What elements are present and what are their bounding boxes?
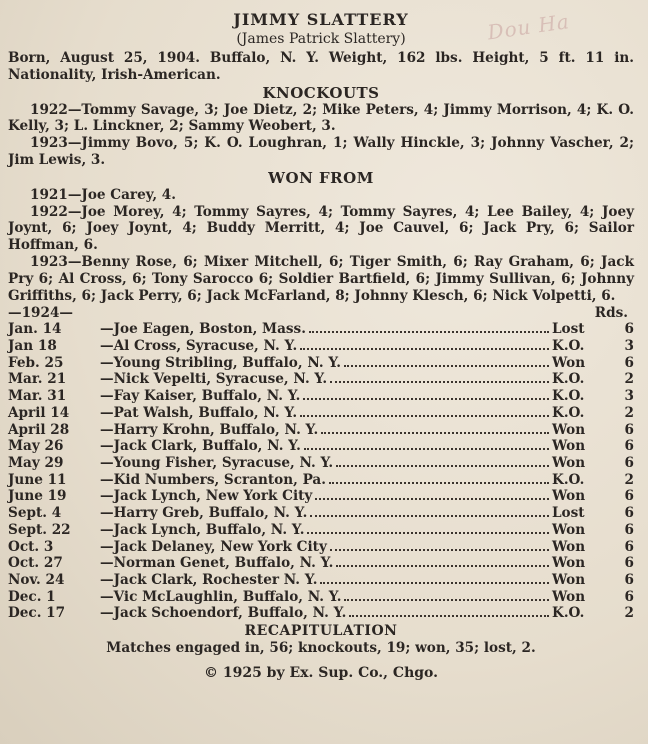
knockouts-heading: KNOCKOUTS	[262, 83, 380, 102]
fight-rounds: 6	[624, 421, 634, 438]
fight-row	[8, 321, 634, 338]
fight-opponent: —Young Stribling, Buffalo, N. Y.	[100, 354, 342, 371]
fight-leader-dots	[300, 348, 549, 350]
fight-date: Oct. 3	[8, 538, 54, 555]
fight-rounds: 6	[624, 321, 634, 338]
fight-row	[8, 438, 634, 455]
fight-row	[8, 371, 634, 388]
fight-result: K.O.	[552, 471, 585, 488]
fight-opponent: —Joe Eagen, Boston, Mass.	[100, 321, 306, 338]
fight-leader-dots	[310, 515, 549, 517]
fight-rounds: 6	[624, 571, 634, 588]
fight-result: Won	[552, 571, 586, 588]
fight-leader-dots	[349, 615, 549, 617]
fight-leader-dots	[330, 549, 549, 551]
fight-date: Sept. 22	[8, 521, 71, 538]
fight-rounds: 2	[624, 371, 634, 388]
fight-rounds: 6	[624, 505, 634, 522]
recap-text: Matches engaged in, 56; knockouts, 19; won, 35; lost, 2.	[106, 640, 536, 657]
fight-opponent: —Jack Clark, Rochester N. Y.	[100, 571, 318, 588]
fight-row	[8, 589, 634, 606]
won-from-1922: 1922—Joe Morey, 4; Tommy Sayres, 4; Tommy Sayres, 4; Lee Bailey, 4; Joey Joynt, 6; Joey Joynt, 4; Buddy Merritt, 4; Joe Cauvel, 6; Jack Pry, 6; Sailor Hoffman, 6.	[8, 203, 634, 254]
fight-result: Won	[552, 555, 586, 572]
fight-opponent: —Norman Genet, Buffalo, N. Y.	[100, 555, 334, 572]
recap-heading: RECAPITULATION	[244, 623, 398, 640]
fight-leader-dots	[344, 599, 549, 601]
fight-opponent: —Fay Kaiser, Buffalo, N. Y.	[100, 388, 301, 405]
fight-rounds: 6	[624, 521, 634, 538]
fight-leader-dots	[315, 498, 549, 500]
fight-opponent: —Pat Walsh, Buffalo, N. Y.	[100, 404, 298, 421]
fight-row	[8, 422, 634, 439]
fight-result: Lost	[552, 505, 585, 522]
fight-result: K.O.	[552, 388, 585, 405]
fight-row	[8, 488, 634, 505]
fight-rounds: 6	[624, 538, 634, 555]
fight-date: Nov. 24	[8, 571, 65, 588]
fight-date: Jan 18	[8, 338, 57, 355]
fight-rounds: 6	[624, 488, 634, 505]
fight-result: K.O.	[552, 338, 585, 355]
fight-record-list	[8, 321, 634, 622]
fight-row	[8, 405, 634, 422]
fight-rounds: 3	[624, 338, 634, 355]
fight-rounds: 6	[624, 354, 634, 371]
fight-date: April 28	[8, 421, 70, 438]
fight-row	[8, 555, 634, 572]
fight-row	[8, 472, 634, 489]
fight-opponent: —Young Fisher, Syracuse, N. Y.	[100, 454, 334, 471]
fight-date: Oct. 27	[8, 555, 63, 572]
fight-result: Lost	[552, 321, 585, 338]
fight-rounds: 6	[624, 454, 634, 471]
fight-row	[8, 355, 634, 372]
fight-result: Won	[552, 438, 586, 455]
fight-rounds: 2	[624, 605, 634, 622]
fight-date: Feb. 25	[8, 354, 64, 371]
fight-result: Won	[552, 421, 586, 438]
fight-result: Won	[552, 521, 586, 538]
fight-row	[8, 539, 634, 556]
fight-result: Won	[552, 588, 586, 605]
fight-date: June 11	[8, 471, 67, 488]
rounds-column-label: Rds.	[594, 305, 628, 322]
fight-opponent: —Jack Delaney, New York City	[100, 538, 327, 555]
fight-row	[8, 388, 634, 405]
fight-result: Won	[552, 538, 586, 555]
won-from-1921: 1921—Joe Carey, 4.	[30, 186, 176, 203]
fight-leader-dots	[336, 565, 549, 567]
fight-date: Sept. 4	[8, 505, 62, 522]
faded-stamp-mark: Dou⁠ Ha	[485, 9, 572, 45]
fight-leader-dots	[344, 365, 549, 367]
fight-leader-dots	[329, 482, 549, 484]
fight-leader-dots	[300, 415, 549, 417]
fight-rounds: 3	[624, 388, 634, 405]
fight-opponent: —Jack Schoendorf, Buffalo, N. Y.	[100, 605, 347, 622]
fight-date: Jan. 14	[8, 321, 62, 338]
fight-opponent: —Harry Greb, Buffalo, N. Y.	[100, 505, 308, 522]
fight-opponent: —Vic McLaughlin, Buffalo, N. Y.	[100, 588, 342, 605]
won-from-heading: WON FROM	[268, 168, 374, 187]
fight-row	[8, 522, 634, 539]
fight-date: Dec. 1	[8, 588, 56, 605]
fight-date: Mar. 31	[8, 388, 67, 405]
fight-leader-dots	[304, 448, 549, 450]
fight-result: Won	[552, 354, 586, 371]
fight-result: K.O.	[552, 371, 585, 388]
fight-opponent: —Nick Vepelti, Syracuse, N. Y.	[100, 371, 328, 388]
fight-result: Won	[552, 488, 586, 505]
year-heading: —1924—	[8, 305, 74, 322]
fight-leader-dots	[321, 432, 549, 434]
fight-row	[8, 572, 634, 589]
fight-row	[8, 605, 634, 622]
page-title: JIMMY SLATTERY	[233, 10, 409, 29]
fight-date: May 26	[8, 438, 64, 455]
fight-date: April 14	[8, 404, 70, 421]
fight-row	[8, 338, 634, 355]
fight-opponent: —Kid Numbers, Scranton, Pa.	[100, 471, 326, 488]
fight-leader-dots	[320, 582, 549, 584]
fight-leader-dots	[330, 381, 549, 383]
knockouts-1922: 1922—Tommy Savage, 3; Joe Dietz, 2; Mike Peters, 4; Jimmy Morrison, 4; K. O. Kelly, 3; L. Linckner, 2; Sammy Weobert, 3.	[8, 101, 634, 135]
fight-date: June 19	[8, 488, 67, 505]
fight-leader-dots	[336, 465, 549, 467]
fight-opponent: —Al Cross, Syracuse, N. Y.	[100, 338, 298, 355]
bio-paragraph: Born, August 25, 1904. Buffalo, N. Y. Weight, 162 lbs. Height, 5 ft. 11 in. Nationality, Irish-American.	[8, 50, 634, 83]
fight-result: K.O.	[552, 605, 585, 622]
fight-opponent: —Jack Lynch, New York City	[100, 488, 313, 505]
fight-rounds: 6	[624, 555, 634, 572]
copyright-line: © 1925 by Ex. Sup. Co., Chgo.	[203, 665, 439, 682]
fight-rounds: 6	[624, 438, 634, 455]
fight-rounds: 2	[624, 404, 634, 421]
fight-date: May 29	[8, 454, 64, 471]
knockouts-1923: 1923—Jimmy Bovo, 5; K. O. Loughran, 1; Wally Hinckle, 3; Johnny Vascher, 2; Jim Lewis, 3.	[8, 135, 634, 168]
full-name-subtitle: (James Patrick Slattery)	[236, 31, 406, 47]
fight-date: Dec. 17	[8, 605, 66, 622]
fight-leader-dots	[307, 532, 549, 534]
fight-result: K.O.	[552, 404, 585, 421]
fight-rounds: 6	[624, 588, 634, 605]
fight-opponent: —Jack Clark, Buffalo, N. Y.	[100, 438, 301, 455]
fight-record-header	[8, 305, 634, 321]
fight-opponent: —Harry Krohn, Buffalo, N. Y.	[100, 421, 319, 438]
fight-date: Mar. 21	[8, 371, 67, 388]
won-from-1923: 1923—Benny Rose, 6; Mixer Mitchell, 6; Tiger Smith, 6; Ray Graham, 6; Jack Pry 6; Al Cross, 6; Tony Sarocco 6; Soldier Bartfield, 6; Jimmy Sullivan, 6; Johnny Griffiths, 6; Jack Perry, 6; Jack McFarland, 8; Johnny Klesch, 6; Nick Volpetti, 6.	[8, 253, 634, 304]
fight-leader-dots	[309, 331, 549, 333]
fight-opponent: —Jack Lynch, Buffalo, N. Y.	[100, 521, 305, 538]
fight-rounds: 2	[624, 471, 634, 488]
fight-leader-dots	[303, 398, 549, 400]
fight-row	[8, 455, 634, 472]
fight-result: Won	[552, 454, 586, 471]
fight-row	[8, 505, 634, 522]
